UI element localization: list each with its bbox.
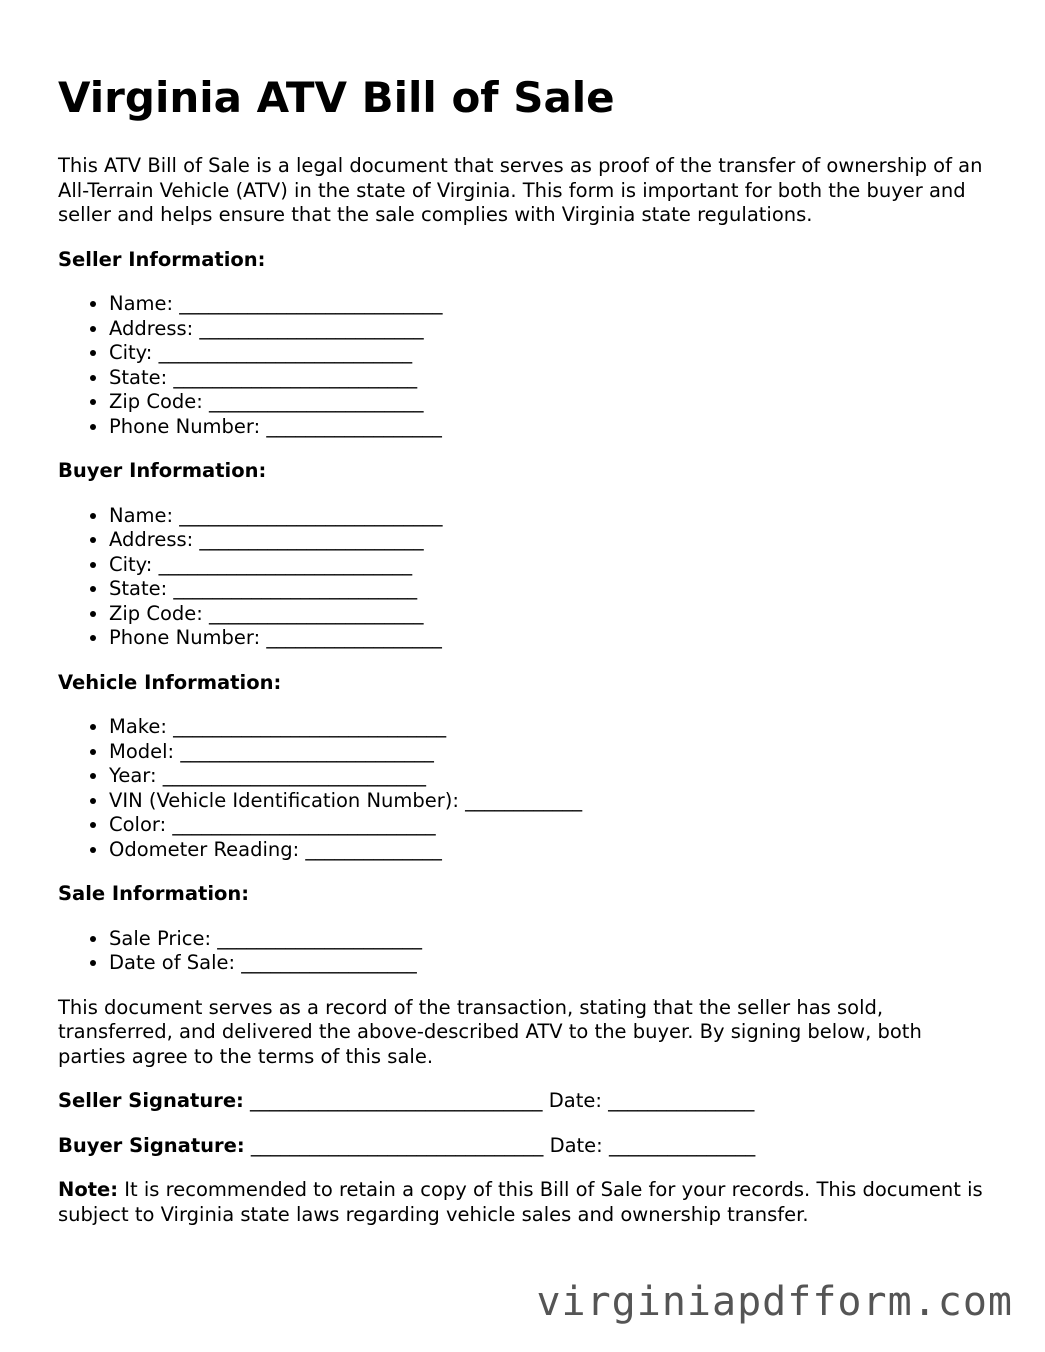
- seller-section-heading: Seller Information:: [58, 247, 266, 271]
- vehicle-model-field[interactable]: • Model: __________________________: [109, 740, 988, 765]
- buyer-phone-field[interactable]: • Phone Number: __________________: [109, 626, 988, 651]
- document-title: Virginia ATV Bill of Sale: [58, 73, 615, 122]
- sale-fields-list: [58, 927, 988, 976]
- vehicle-odometer-field[interactable]: • Odometer Reading: ______________: [109, 838, 988, 863]
- vehicle-section-heading: Vehicle Information:: [58, 670, 282, 694]
- seller-signature-blank[interactable]: ______________________________ Date: _______________: [243, 1089, 755, 1112]
- note-label: Note:: [58, 1178, 119, 1201]
- seller-signature-label: Seller Signature:: [58, 1089, 244, 1112]
- buyer-section-heading: Buyer Information:: [58, 459, 267, 482]
- buyer-address-field[interactable]: • Address: _______________________: [109, 528, 988, 553]
- vehicle-color-field[interactable]: • Color: ___________________________: [109, 813, 988, 838]
- sale-date-field[interactable]: • Date of Sale: __________________: [109, 951, 988, 976]
- seller-name-field[interactable]: • Name: ___________________________: [109, 292, 988, 317]
- buyer-signature-label: Buyer Signature:: [58, 1133, 245, 1157]
- buyer-signature-line[interactable]: [58, 1134, 988, 1159]
- note-paragraph: [58, 1178, 988, 1227]
- buyer-name-field[interactable]: • Name: ___________________________: [109, 504, 988, 529]
- vehicle-make-field[interactable]: • Make: ____________________________: [109, 715, 988, 740]
- seller-address-field[interactable]: • Address: _______________________: [109, 317, 988, 342]
- vehicle-vin-field[interactable]: • VIN (Vehicle Identification Number): ____________: [109, 789, 988, 814]
- vehicle-year-field[interactable]: • Year: ___________________________: [109, 764, 988, 789]
- buyer-city-field[interactable]: • City: __________________________: [109, 553, 988, 578]
- buyer-zip-field[interactable]: • Zip Code: ______________________: [109, 602, 988, 627]
- sale-price-field[interactable]: • Sale Price: _____________________: [109, 927, 988, 952]
- buyer-state-field[interactable]: • State: _________________________: [109, 577, 988, 602]
- document-page: [58, 72, 988, 1227]
- seller-phone-field[interactable]: • Phone Number: __________________: [109, 415, 988, 440]
- buyer-fields-list: [58, 504, 988, 651]
- sale-section-heading: Sale Information:: [58, 882, 250, 905]
- seller-state-field[interactable]: • State: _________________________: [109, 366, 988, 391]
- seller-fields-list: [58, 292, 988, 439]
- note-text: It is recommended to retain a copy of this Bill of Sale for your records. This document is subject to Virginia state laws regarding vehicle sales and ownership transfer.: [58, 1178, 983, 1226]
- buyer-signature-blank[interactable]: ______________________________ Date: _______________: [244, 1133, 756, 1157]
- vehicle-fields-list: [58, 715, 988, 862]
- intro-paragraph: This ATV Bill of Sale is a legal document that serves as proof of the transfer of ownership of an All-Terrain Vehicle (ATV) in the state of Virginia. This form is important for both the buyer and seller and helps ensure that the sale complies with Virginia state regulations.: [58, 154, 983, 226]
- closing-paragraph: This document serves as a record of the transaction, stating that the seller has sold, transferred, and delivered the above-described ATV to the buyer. By signing below, both parties agree to the terms of this sale.: [58, 995, 922, 1068]
- seller-zip-field[interactable]: • Zip Code: ______________________: [109, 390, 988, 415]
- site-watermark: virginiapdfform.com: [536, 1279, 1013, 1325]
- seller-city-field[interactable]: • City: __________________________: [109, 341, 988, 366]
- seller-signature-line[interactable]: [58, 1089, 988, 1114]
